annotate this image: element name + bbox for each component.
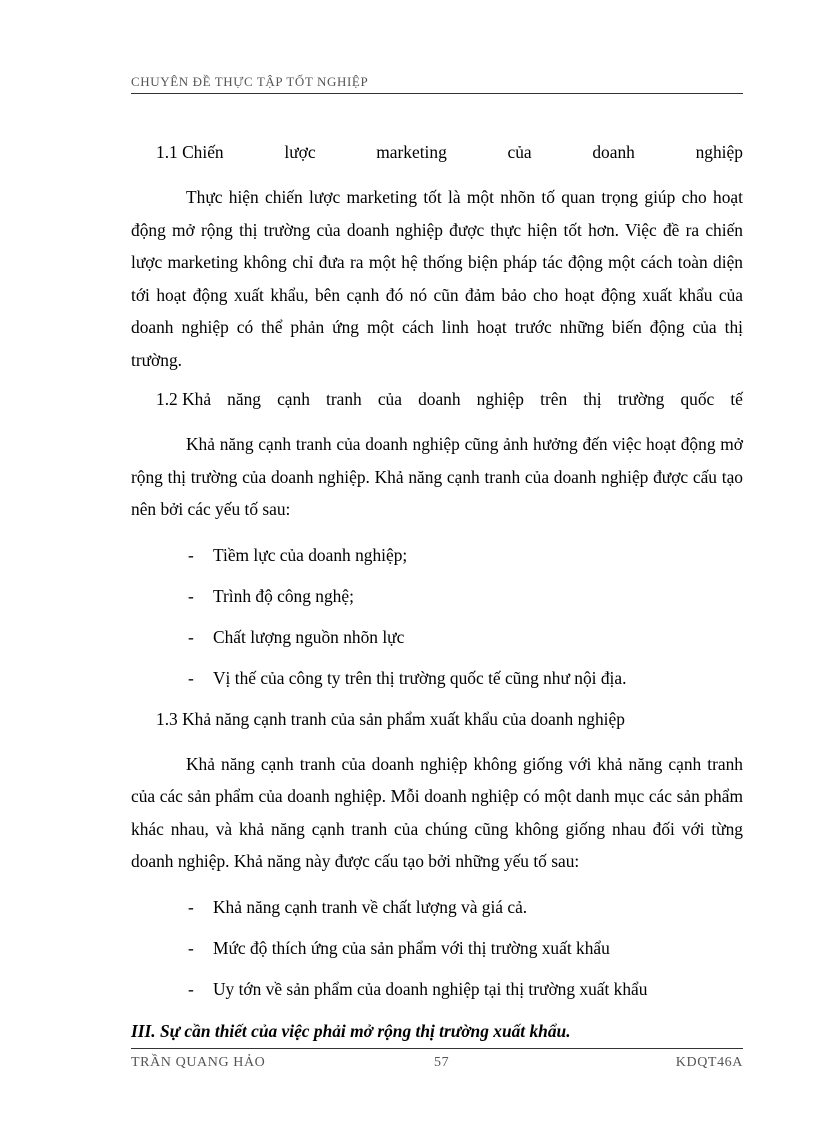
bullet-list-product-factors [131, 895, 743, 1001]
heading-1-2-word: 1.2 Khả [156, 389, 212, 409]
page-header [131, 74, 743, 94]
page-number: 57 [434, 1055, 450, 1070]
bullet-dash: - [188, 896, 194, 917]
heading-1-2-word: tranh [326, 389, 362, 409]
bullet-dash: - [188, 978, 194, 999]
list-item [131, 936, 743, 960]
heading-1-2-word: của [377, 389, 402, 409]
paragraph-product-competitiveness: Khả năng cạnh tranh của doanh nghiệp không giống với khả năng cạnh tranh của các sản phẩm của doanh nghiệp. Mỗi doanh nghiệp có một danh mục các sản phẩm khác nhau, và khả năng cạnh tranh của chúng cũng không giống nhau đối với từng doanh nghiệp. Khả năng này được cấu tạo bởi những yếu tố sau: [131, 753, 743, 871]
paragraph-competitiveness: Khả năng cạnh tranh của doanh nghiệp cũng ảnh hưởng đến việc hoạt động mở rộng thị trường của doanh nghiệp. Khả năng cạnh tranh của doanh nghiệp được cấu tạo nên bởi các yếu tố sau: [131, 434, 743, 519]
section-title: III. Sự cần thiết của việc phải mở rộng thị trường xuất khẩu. [131, 1021, 571, 1041]
heading-1-1-word: doanh [592, 142, 635, 162]
heading-1-2-word: quốc [680, 389, 715, 409]
heading-1-2-word: cạnh [277, 389, 310, 409]
list-item [131, 625, 743, 649]
list-item-text: Khả năng cạnh tranh về chất lượng và giá cả. [213, 896, 528, 917]
footer-class-code: KDQT46A [675, 1055, 743, 1070]
heading-1-2-word: nghiệp [476, 389, 525, 409]
heading-1-2 [131, 387, 743, 411]
bullet-dash: - [188, 937, 194, 958]
bullet-list-enterprise-factors [131, 543, 743, 690]
heading-1-1-word: nghiệp [695, 142, 743, 162]
heading-1-2-word: doanh [418, 389, 461, 409]
heading-1-2-word: năng [227, 389, 261, 409]
heading-1-1 [131, 140, 743, 164]
heading-1-1-word: marketing [376, 142, 447, 162]
list-item-text: Tiềm lực của doanh nghiệp; [213, 544, 408, 565]
list-item [131, 543, 743, 567]
list-item-text: Mức độ thích ứng của sản phẩm với thị trường xuất khẩu [213, 937, 610, 958]
heading-1-1-word: 1.1 Chiến [156, 142, 224, 162]
header-title: CHUYÊN ĐỀ THỰC TẬP TỐT NGHIỆP [131, 74, 369, 89]
heading-1-2-word: trường [617, 389, 665, 409]
list-item-text: Uy tớn về sản phẩm của doanh nghiệp tại thị trường xuất khẩu [213, 978, 648, 999]
heading-1-2-word: trên [540, 389, 568, 409]
heading-1-2-word: thị [583, 389, 602, 409]
list-item [131, 977, 743, 1001]
bullet-dash: - [188, 626, 194, 647]
heading-1-1-word: của [507, 142, 532, 162]
list-item [131, 584, 743, 608]
list-item [131, 666, 743, 690]
list-item-text: Vị thế của công ty trên thị trường quốc tế cũng như nội địa. [213, 667, 627, 688]
bullet-dash: - [188, 544, 194, 565]
page-body [131, 140, 743, 1018]
heading-1-3: 1.3 Khả năng cạnh tranh của sản phẩm xuất khẩu của doanh nghiệp [156, 708, 625, 729]
bullet-dash: - [188, 667, 194, 688]
bullet-dash: - [188, 585, 194, 606]
page-footer [131, 1048, 743, 1077]
list-item [131, 895, 743, 919]
heading-1-2-word: tế [730, 389, 743, 409]
footer-author: TRẦN QUANG HẢO [131, 1055, 266, 1070]
heading-1-1-word: lược [284, 142, 316, 162]
list-item-text: Chất lượng nguồn nhõn lực [213, 626, 405, 647]
list-item-text: Trình độ công nghệ; [213, 585, 354, 606]
paragraph-marketing: Thực hiện chiến lược marketing tốt là một nhõn tố quan trọng giúp cho hoạt động mở rộng thị trường của doanh nghiệp được thực hiện tốt hơn. Việc đề ra chiến lược marketing không chỉ đưa ra một hệ thống biện pháp tác động một cách toàn diện tới hoạt động xuất khẩu, bên cạnh đó nó cũn đảm bảo cho hoạt động xuất khẩu của doanh nghiệp có thể phản ứng một cách linh hoạt trước những biến động của thị trường. [131, 187, 743, 370]
